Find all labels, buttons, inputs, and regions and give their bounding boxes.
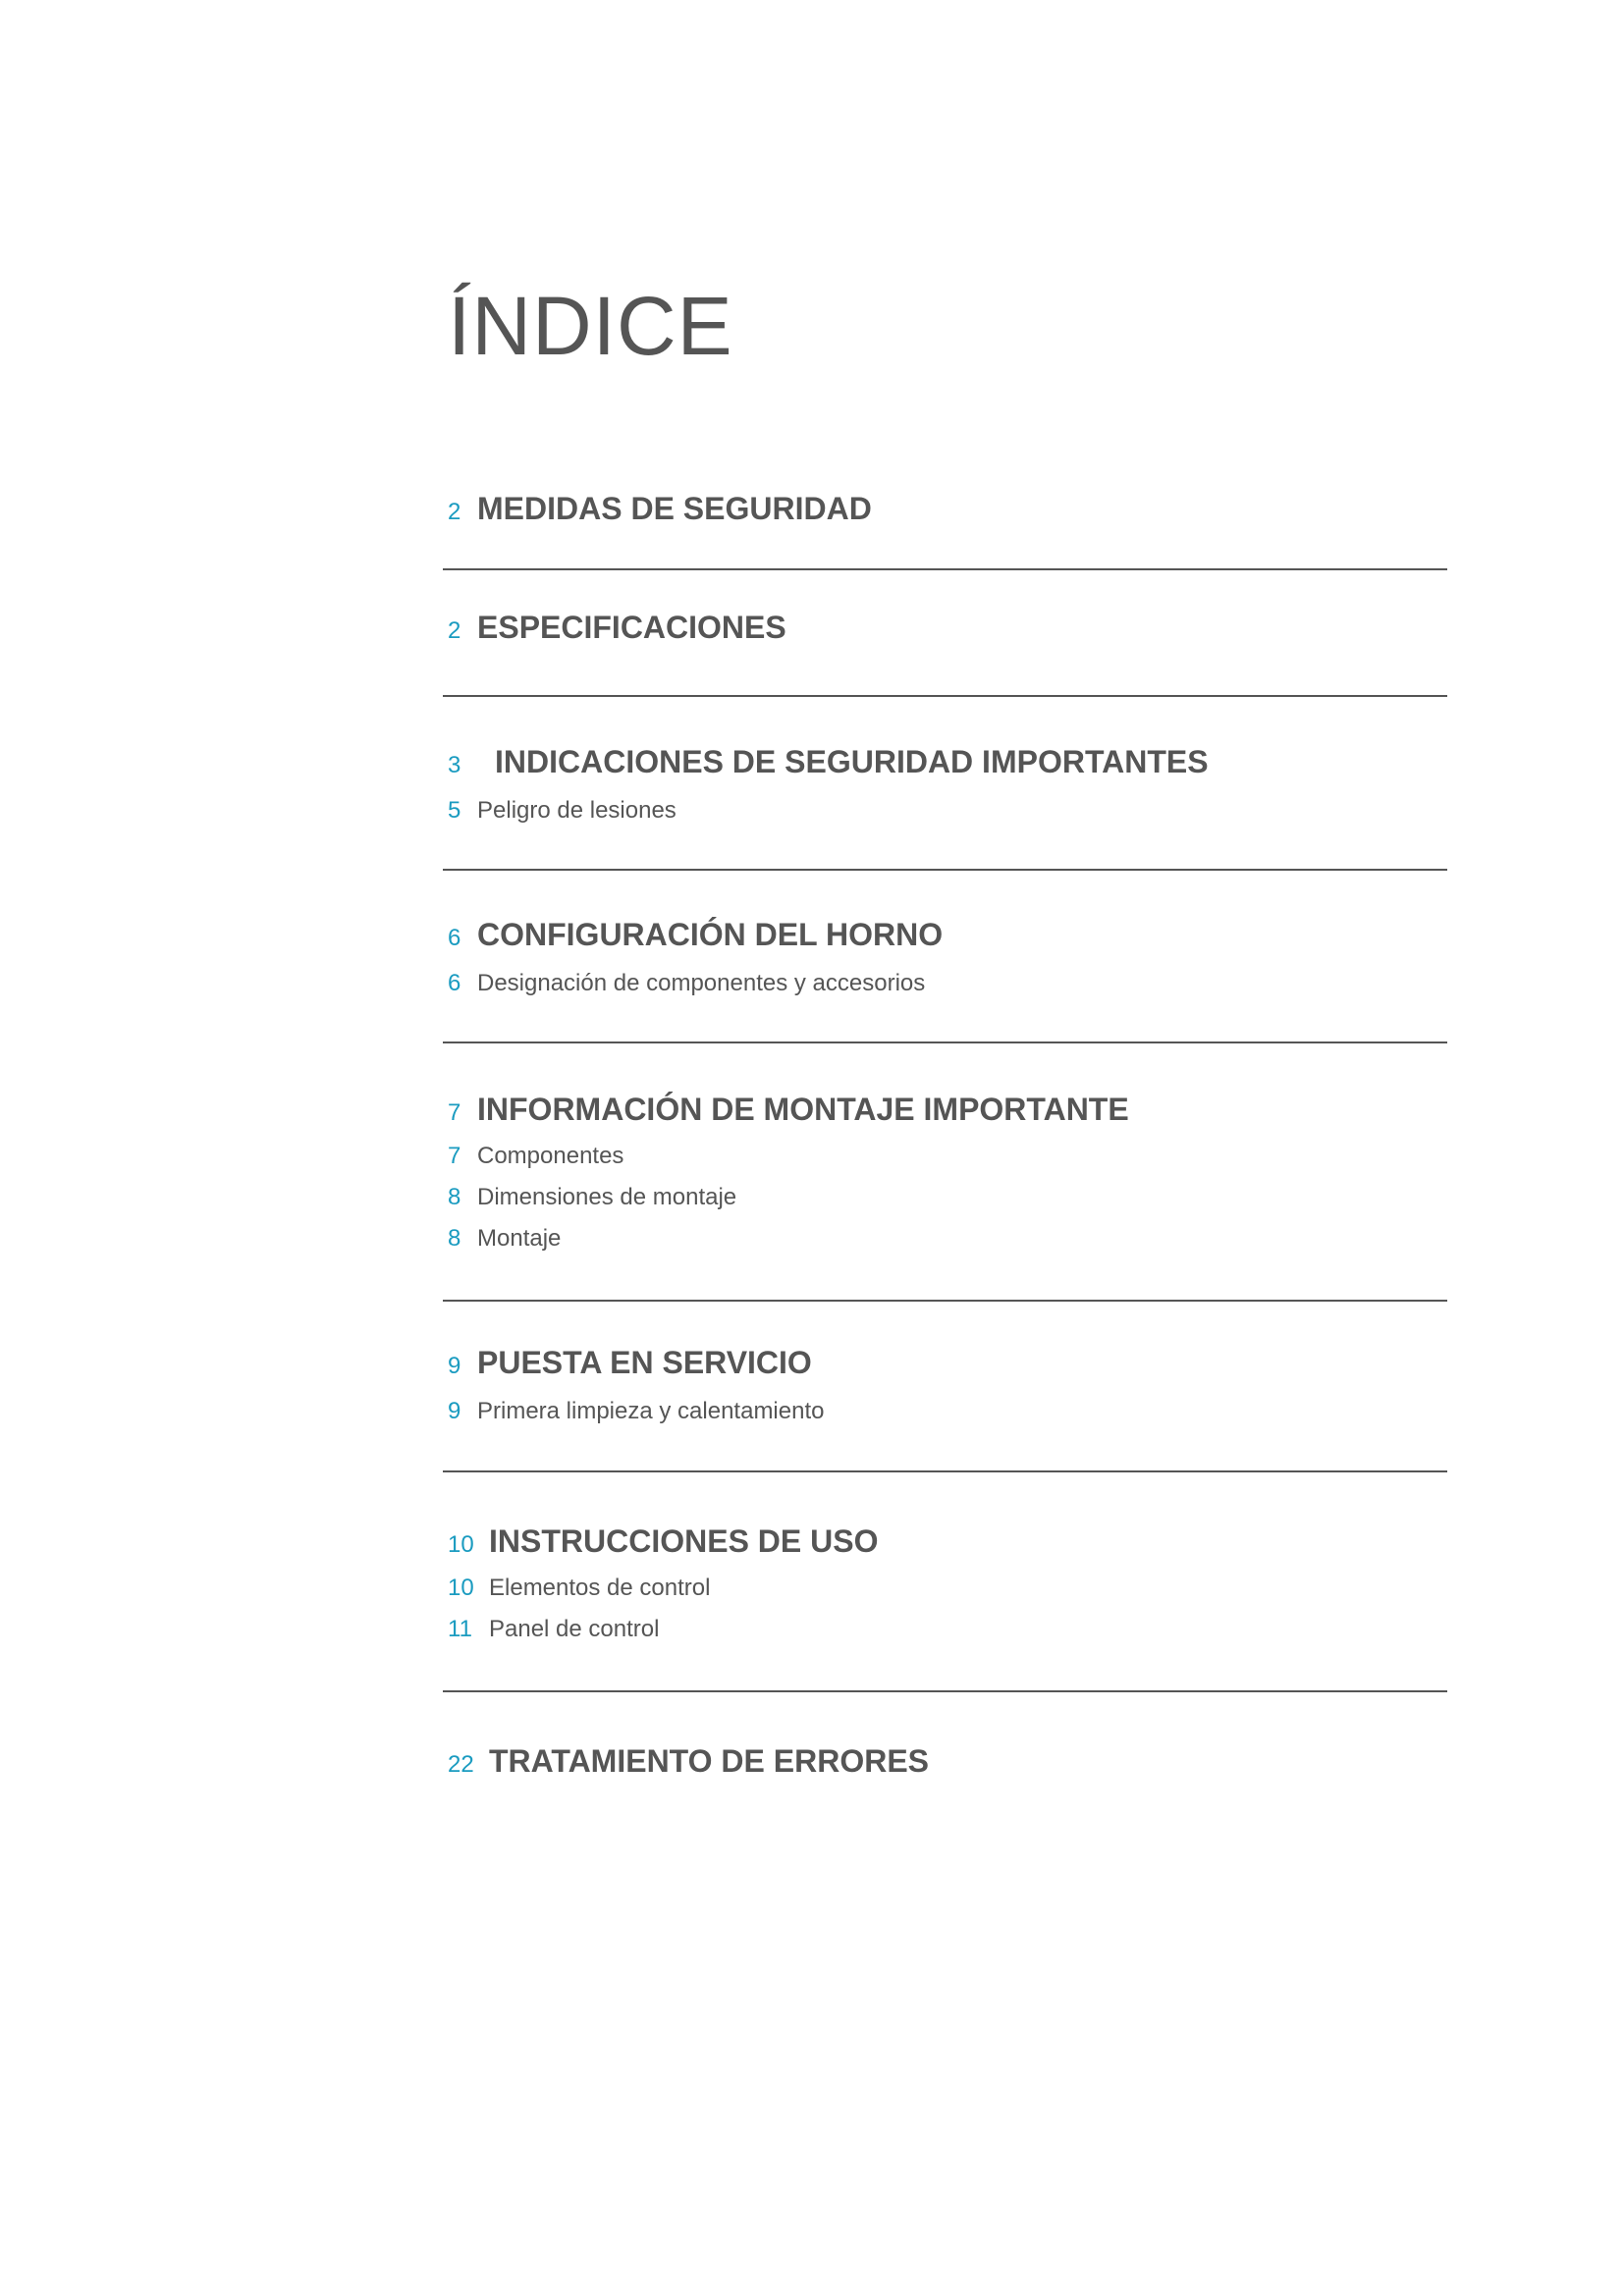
toc-subentry-designacion-de-componentes[interactable] — [448, 970, 925, 997]
toc-subentry-elementos-de-control[interactable] — [448, 1575, 710, 1602]
toc-subentry-primera-limpieza[interactable] — [448, 1398, 824, 1425]
page-number: 7 — [448, 1099, 461, 1126]
section-title: PUESTA EN SERVICIO — [477, 1345, 812, 1380]
page-number: 5 — [448, 797, 461, 824]
subsection-title: Dimensiones de montaje — [477, 1184, 737, 1210]
section-divider — [443, 869, 1447, 871]
section-divider — [443, 1470, 1447, 1472]
subsection-title: Designación de componentes y accesorios — [477, 970, 926, 996]
page-number: 10 — [448, 1531, 474, 1558]
toc-entry-configuracion-del-horno[interactable] — [448, 917, 943, 953]
toc-entry-especificaciones[interactable] — [448, 610, 786, 646]
toc-subentry-componentes[interactable] — [448, 1143, 623, 1170]
page-number: 3 — [448, 752, 461, 778]
subsection-title: Primera limpieza y calentamiento — [477, 1398, 825, 1424]
section-title: CONFIGURACIÓN DEL HORNO — [477, 917, 944, 952]
toc-entry-tratamiento-de-errores[interactable] — [448, 1743, 929, 1780]
subsection-title: Panel de control — [489, 1616, 660, 1642]
section-divider — [443, 1041, 1447, 1043]
section-divider — [443, 1300, 1447, 1302]
page-number: 9 — [448, 1398, 461, 1424]
page-number: 7 — [448, 1143, 461, 1169]
section-divider — [443, 568, 1447, 570]
toc-entry-informacion-de-montaje[interactable] — [448, 1092, 1129, 1128]
page-number: 9 — [448, 1353, 461, 1379]
toc-entry-medidas-de-seguridad[interactable] — [448, 491, 872, 527]
page-number: 22 — [448, 1751, 474, 1778]
section-title: INFORMACIÓN DE MONTAJE IMPORTANTE — [477, 1092, 1129, 1127]
toc-subentry-peligro-de-lesiones[interactable] — [448, 797, 677, 825]
subsection-title: Montaje — [477, 1225, 562, 1252]
page-number: 8 — [448, 1184, 461, 1210]
toc-subentry-panel-de-control[interactable] — [448, 1616, 659, 1643]
toc-entry-indicaciones-de-seguridad[interactable] — [448, 744, 1209, 780]
toc-entry-puesta-en-servicio[interactable] — [448, 1345, 812, 1381]
toc-entry-instrucciones-de-uso[interactable] — [448, 1523, 878, 1560]
subsection-title: Componentes — [477, 1143, 624, 1169]
page-number: 6 — [448, 970, 461, 996]
page-number: 8 — [448, 1225, 461, 1252]
section-title: INDICACIONES DE SEGURIDAD IMPORTANTES — [495, 744, 1209, 779]
page-number: 10 — [448, 1575, 474, 1601]
toc-subentry-dimensiones-de-montaje[interactable] — [448, 1184, 736, 1211]
section-title: INSTRUCCIONES DE USO — [489, 1523, 879, 1559]
section-title: MEDIDAS DE SEGURIDAD — [477, 491, 872, 526]
section-title: TRATAMIENTO DE ERRORES — [489, 1743, 930, 1779]
subsection-title: Peligro de lesiones — [477, 797, 677, 824]
subsection-title: Elementos de control — [489, 1575, 711, 1601]
page-number: 2 — [448, 617, 461, 644]
page-number: 2 — [448, 499, 461, 525]
section-divider — [443, 695, 1447, 697]
section-divider — [443, 1690, 1447, 1692]
page-number: 6 — [448, 925, 461, 951]
section-title: ESPECIFICACIONES — [477, 610, 786, 645]
page-number: 11 — [448, 1616, 472, 1642]
page-title: ÍNDICE — [448, 280, 733, 372]
toc-subentry-montaje[interactable] — [448, 1225, 561, 1253]
